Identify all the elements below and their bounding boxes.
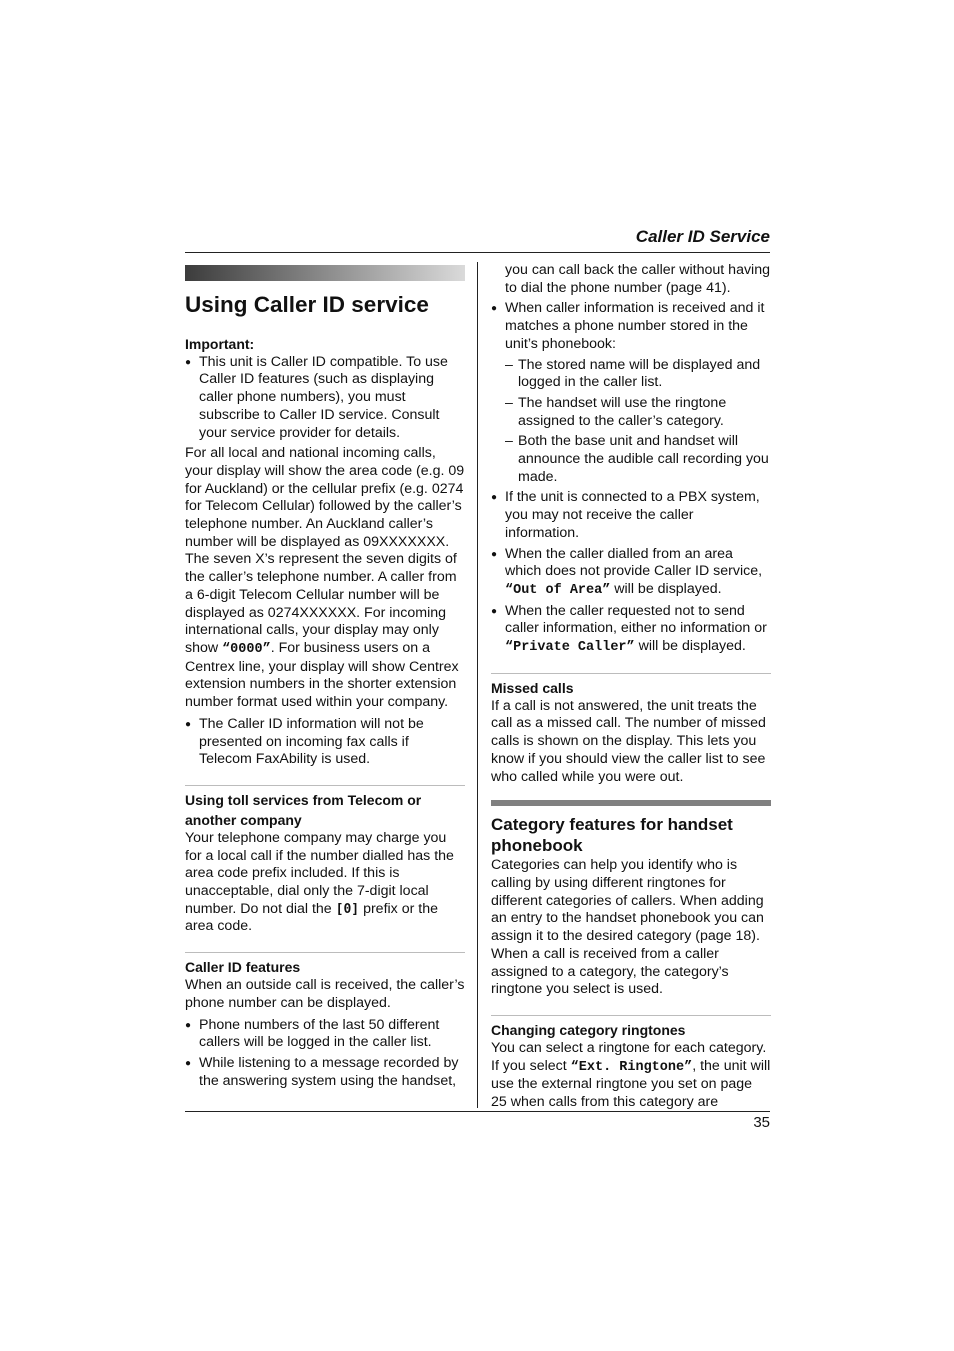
important-label: Important: — [185, 335, 255, 352]
dash-item: – Both the base unit and handset will announce the audible call recording you made. — [491, 433, 771, 486]
right-column — [491, 262, 771, 1116]
header-rule — [185, 252, 770, 253]
private-caller-bullet: ● When the caller requested not to send caller information, either no information or “Private Caller” will be displayed. — [491, 603, 771, 657]
column-divider — [477, 262, 478, 1108]
features-bullet: ● While listening to a message recorded by the answering system using the handset, — [185, 1055, 465, 1090]
category-features-title: Category features for handset phonebook — [491, 815, 733, 856]
features-bullet: ● Phone numbers of the last 50 different callers will be logged in the caller list. — [185, 1017, 465, 1052]
subsection-rule — [185, 952, 465, 953]
changing-ringtones-heading: Changing category ringtones — [491, 1021, 686, 1038]
subsection-rule — [491, 673, 771, 674]
section-gradient-bar — [185, 265, 465, 281]
toll-services-text: Your telephone company may charge you for a local call if the number dialled has the area code prefix included. If this is unacceptable, dial only the 7-digit local number. Do not dial the [0] prefix or the area code. — [185, 829, 454, 935]
zero-key: [0] — [335, 901, 360, 917]
footer-rule — [185, 1111, 770, 1112]
page-number: 35 — [753, 1114, 770, 1131]
phonebook-match-bullet: ● When caller information is received and it matches a phone number stored in the unit’s phonebook: — [491, 300, 771, 353]
area-code-paragraph: For all local and national incoming calls, your display will show the area code (e.g. 09 for Auckland) or the cellular prefix (e.g. 0274 for Telecom Cellular) followed by the caller’s telephone number. An Auckland caller’s number will be displayed as 09XXXXXXX. The seven X’s represent the seven digits of the caller’s telephone number. A caller from a 6-digit Telecom Cellular number will be displayed as 0274XXXXXX. For incoming international calls, your display may only show “0000”. For business users on a Centrex line, your display will show Centrex extension numbers in the shorter extension number format used within your company. — [185, 445, 465, 711]
important-bullet: ● This unit is Caller ID compatible. To use Caller ID features (such as displaying caller phone numbers), you must subscribe to Caller ID service. Consult your service provider for details. — [185, 354, 465, 443]
missed-calls-heading: Missed calls — [491, 679, 574, 696]
subsection-rule — [491, 1015, 771, 1016]
fax-bullet: ● The Caller ID information will not be presented on incoming fax calls if Telecom FaxAbility is used. — [185, 716, 465, 769]
subsection-rule — [185, 785, 465, 786]
caller-id-features-heading: Caller ID features — [185, 959, 301, 976]
page-title: Using Caller ID service — [185, 292, 429, 317]
out-of-area-bullet: ● When the caller dialled from an area which does not provide Caller ID service, “Out of Area” will be displayed. — [491, 546, 771, 600]
pbx-bullet: ● If the unit is connected to a PBX system, you may not receive the caller information. — [491, 489, 771, 542]
left-column — [185, 265, 465, 1093]
section-grey-bar — [491, 800, 771, 806]
caller-id-features-text: When an outside call is received, the caller’s phone number can be displayed. — [185, 977, 465, 1011]
running-title: Caller ID Service — [635, 227, 770, 246]
continued-text: you can call back the caller without having to dial the phone number (page 41). — [505, 262, 770, 296]
missed-calls-text: If a call is not answered, the unit treats the call as a missed call. The number of missed calls is shown on the display. This lets you know if you should view the caller list to see who called while you were out. — [491, 697, 766, 785]
category-features-text: Categories can help you identify who is calling by using different ringtones for different categories of callers. When adding an entry to the handset phonebook you can assign it to the desired category (page 18). When a call is received from a caller assigned to a category, the category’s ringtone you select is used. — [491, 857, 764, 998]
toll-services-heading: Using toll services from Telecom or another company — [185, 791, 422, 828]
dash-item: – The stored name will be displayed and logged in the caller list. — [491, 357, 771, 392]
dash-item: – The handset will use the ringtone assigned to the caller’s category. — [491, 395, 771, 430]
changing-ringtones-text: You can select a ringtone for each category. If you select “Ext. Ringtone”, the unit will use the external ringtone you set on page 25 when calls from this category are — [491, 1039, 771, 1111]
